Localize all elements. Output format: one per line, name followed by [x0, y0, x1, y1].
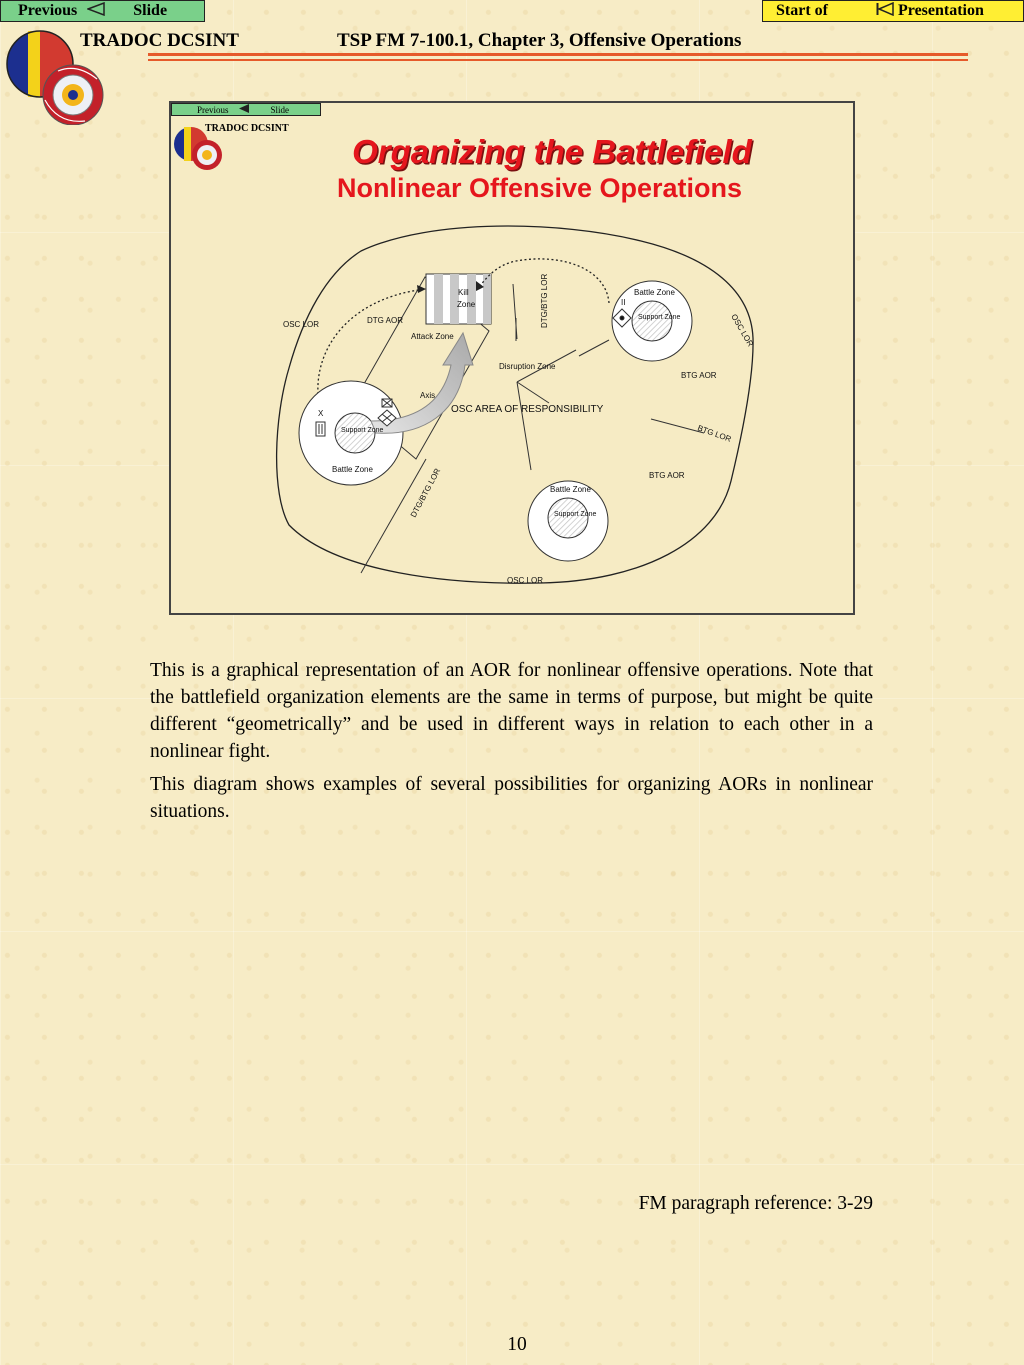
slide-title: Organizing the Battlefield: [352, 133, 752, 170]
slide-org: TRADOC DCSINT: [205, 123, 289, 134]
support-zone-top-right: [632, 301, 672, 341]
kill-zone: [426, 274, 491, 324]
lor-line: [517, 382, 549, 403]
unit-size-battalion-label: II: [621, 298, 626, 307]
battle-zone-top-right-label: Battle Zone: [634, 288, 675, 297]
header-org: TRADOC DCSINT: [80, 30, 239, 51]
kill-zone-label: Zone: [457, 300, 476, 309]
page-number: 10: [507, 1334, 527, 1355]
btg-aor-bottom-label: BTG AOR: [649, 471, 685, 480]
start-of-presentation-button[interactable]: [762, 0, 1024, 22]
body-paragraph-1: This is a graphical representation of an AOR for nonlinear offensive operations. Note that the battlefield organization elements are the same in terms of purpose, but might be quite different “geometrically” and be used in different ways in relation to each other in a nonlinear fight.: [150, 660, 873, 762]
slide-thumbnail: [169, 101, 855, 615]
start-of-label: Start of: [776, 2, 828, 19]
previous-label: Previous: [18, 2, 78, 19]
unit-size-brigade-label: X: [318, 409, 324, 418]
header-title: TSP FM 7-100.1, Chapter 3, Offensive Operations: [337, 30, 742, 51]
osc-lor-bottom-label: OSC LOR: [507, 576, 544, 585]
slide-subtitle: Nonlinear Offensive Operations: [336, 173, 743, 203]
body-paragraph-2: This diagram shows examples of several possibilities for organizing AORs in nonlinear situations.: [150, 774, 873, 822]
unit-symbol-left: [316, 422, 325, 436]
battle-zone-left-label: Battle Zone: [332, 465, 373, 474]
slide-label: Slide: [133, 2, 168, 19]
osc-lor-left-label: OSC LOR: [283, 320, 320, 329]
dtg-btg-lor-top-label: DTG/BTG LOR: [540, 273, 549, 328]
presentation-label: Presentation: [897, 2, 984, 19]
support-zone-top-right-label: Support Zone: [638, 314, 681, 321]
battle-zone-bottom-label: Battle Zone: [550, 485, 591, 494]
support-zone-bottom: [548, 498, 588, 538]
btg-aor-right-label: BTG AOR: [681, 371, 717, 380]
slide-nav-slide: Slide: [270, 104, 290, 115]
support-zone-bottom-label: Support Zone: [554, 511, 597, 518]
first-slide-icon: [876, 2, 894, 21]
lor-line: [517, 382, 531, 470]
btg-lor-label: BTG LOR: [696, 423, 733, 444]
previous-slide-button[interactable]: [0, 0, 205, 22]
body-text: [150, 657, 873, 831]
dtg-aor-label: DTG AOR: [367, 316, 404, 325]
disruption-zone-label: Disruption Zone: [499, 362, 556, 371]
lor-line: [579, 340, 609, 356]
axis-label: Axis: [420, 391, 436, 400]
nonlinear-aor-diagram: [171, 103, 853, 613]
left-triangle-icon: [87, 2, 105, 21]
dtg-btg-lor-bottom-label: DTG/BTG LOR: [408, 466, 443, 519]
header-rule-secondary: [148, 59, 968, 61]
kill-zone-label-line1: Kill: [458, 288, 469, 297]
osc-lor-right-label: OSC LOR: [729, 312, 756, 349]
fm-reference: FM paragraph reference: 3-29: [638, 1193, 873, 1214]
osc-area-label: OSC AREA OF RESPONSIBILITY: [451, 404, 604, 415]
slide-nav-previous: Previous: [197, 104, 229, 115]
support-zone-left-label: Support Zone: [341, 427, 384, 434]
header-rule: [148, 53, 968, 56]
attack-zone-label: Attack Zone: [411, 332, 454, 341]
